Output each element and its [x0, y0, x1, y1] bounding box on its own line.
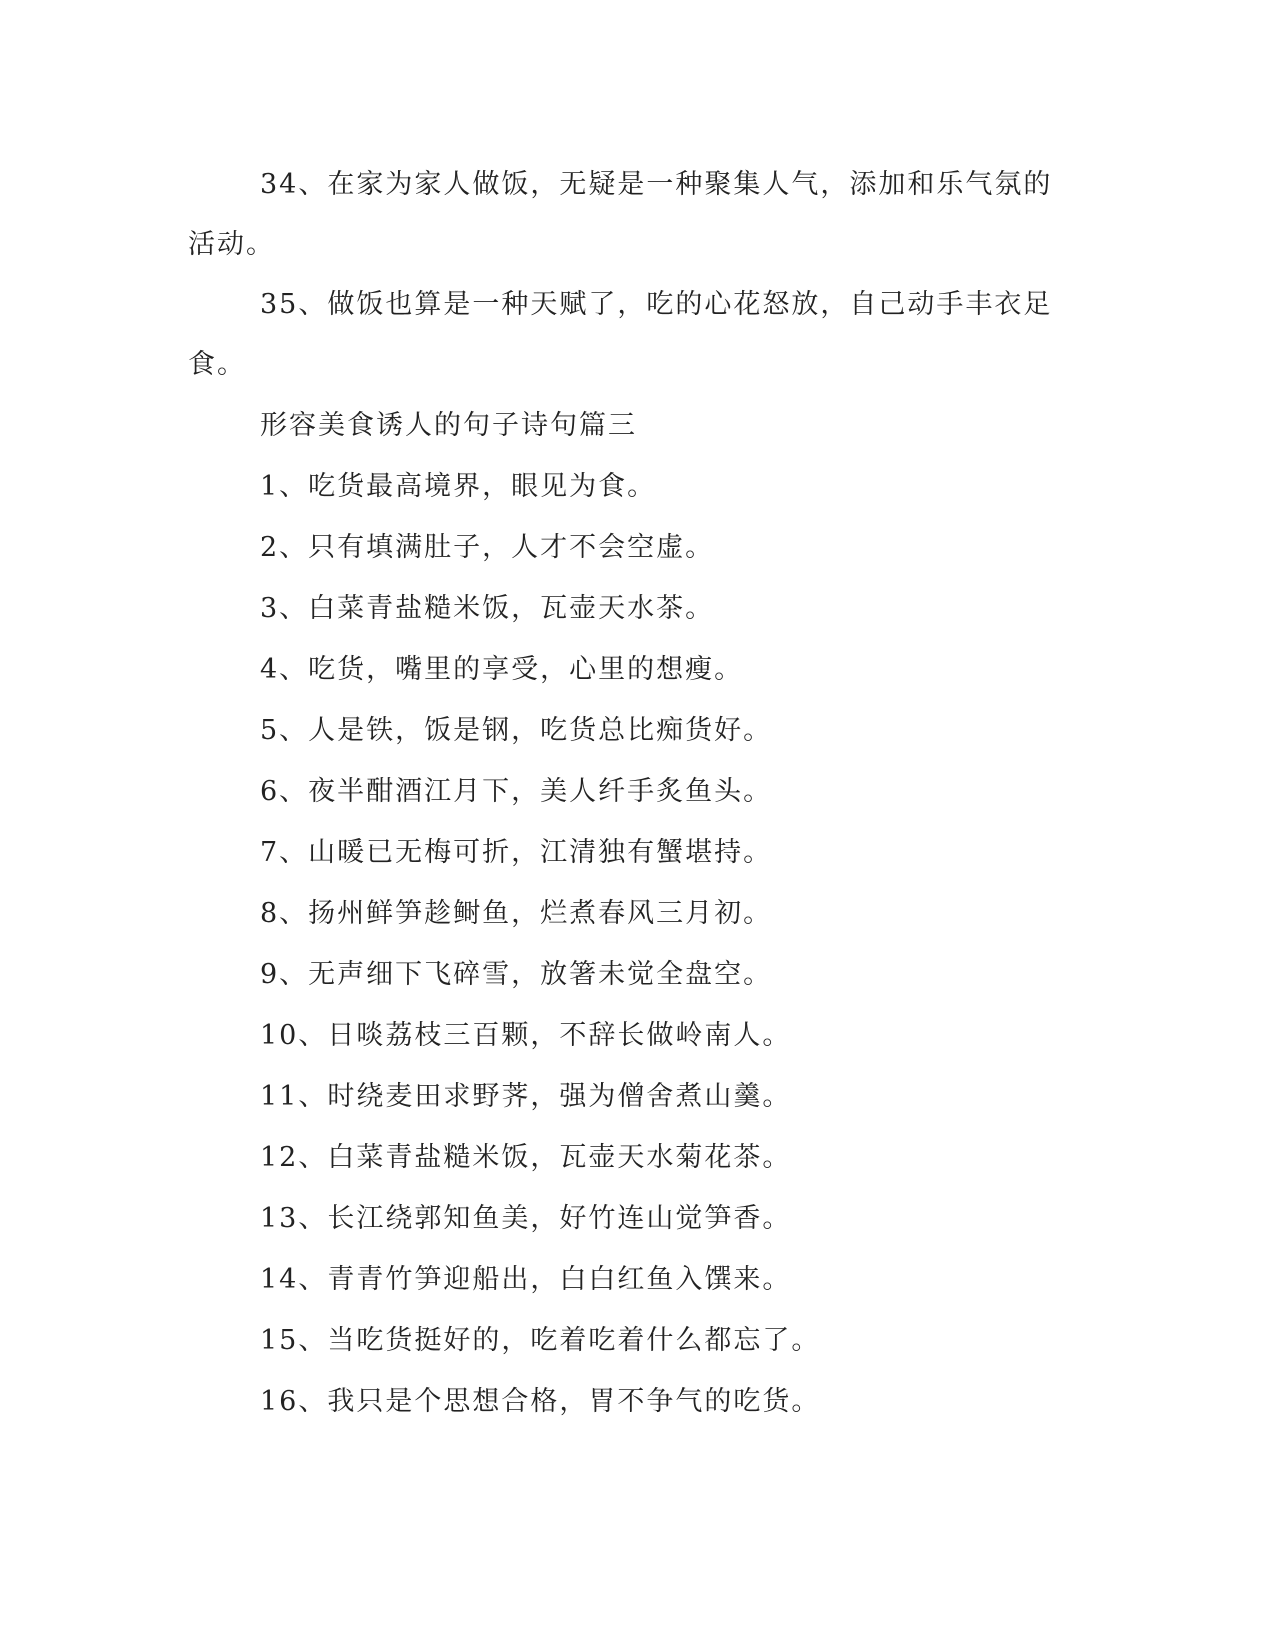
- paragraph-34: 34、在家为家人做饭，无疑是一种聚集人气，添加和乐气氛的活动。: [188, 169, 1053, 260]
- list-item-8: 8、扬州鲜笋趁鲥鱼，烂煮春风三月初。: [260, 898, 773, 929]
- list-item-14: 14、青青竹笋迎船出，白白红鱼入馔来。: [260, 1264, 792, 1295]
- list-item-11: 11、时绕麦田求野荠，强为僧舍煮山羹。: [260, 1081, 792, 1112]
- list-item-7: 7、山暖已无梅可折，江清独有蟹堪持。: [260, 837, 773, 868]
- list-item-9: 9、无声细下飞碎雪，放箸未觉全盘空。: [260, 959, 773, 990]
- page-content: [188, 155, 1078, 1432]
- list-item-4: 4、吃货，嘴里的享受，心里的想瘦。: [260, 654, 744, 685]
- section-heading: 形容美食诱人的句子诗句篇三: [260, 410, 637, 441]
- list-item-3: 3、白菜青盐糙米饭，瓦壶天水茶。: [260, 593, 715, 624]
- list-item-10: 10、日啖荔枝三百颗，不辞长做岭南人。: [260, 1020, 792, 1051]
- paragraph-35: 35、做饭也算是一种天赋了，吃的心花怒放，自己动手丰衣足食。: [188, 289, 1053, 380]
- list-item-16: 16、我只是个思想合格，胃不争气的吃货。: [260, 1386, 821, 1417]
- list-item-15: 15、当吃货挺好的，吃着吃着什么都忘了。: [260, 1325, 821, 1356]
- list-item-6: 6、夜半酣酒江月下，美人纤手炙鱼头。: [260, 776, 773, 807]
- list-item-12: 12、白菜青盐糙米饭，瓦壶天水菊花茶。: [260, 1142, 792, 1173]
- list-item-1: 1、吃货最高境界，眼见为食。: [260, 471, 657, 502]
- list-item-13: 13、长江绕郭知鱼美，好竹连山觉笋香。: [260, 1203, 792, 1234]
- list-item-5: 5、人是铁，饭是钢，吃货总比痴货好。: [260, 715, 773, 746]
- list-item-2: 2、只有填满肚子，人才不会空虚。: [260, 532, 715, 563]
